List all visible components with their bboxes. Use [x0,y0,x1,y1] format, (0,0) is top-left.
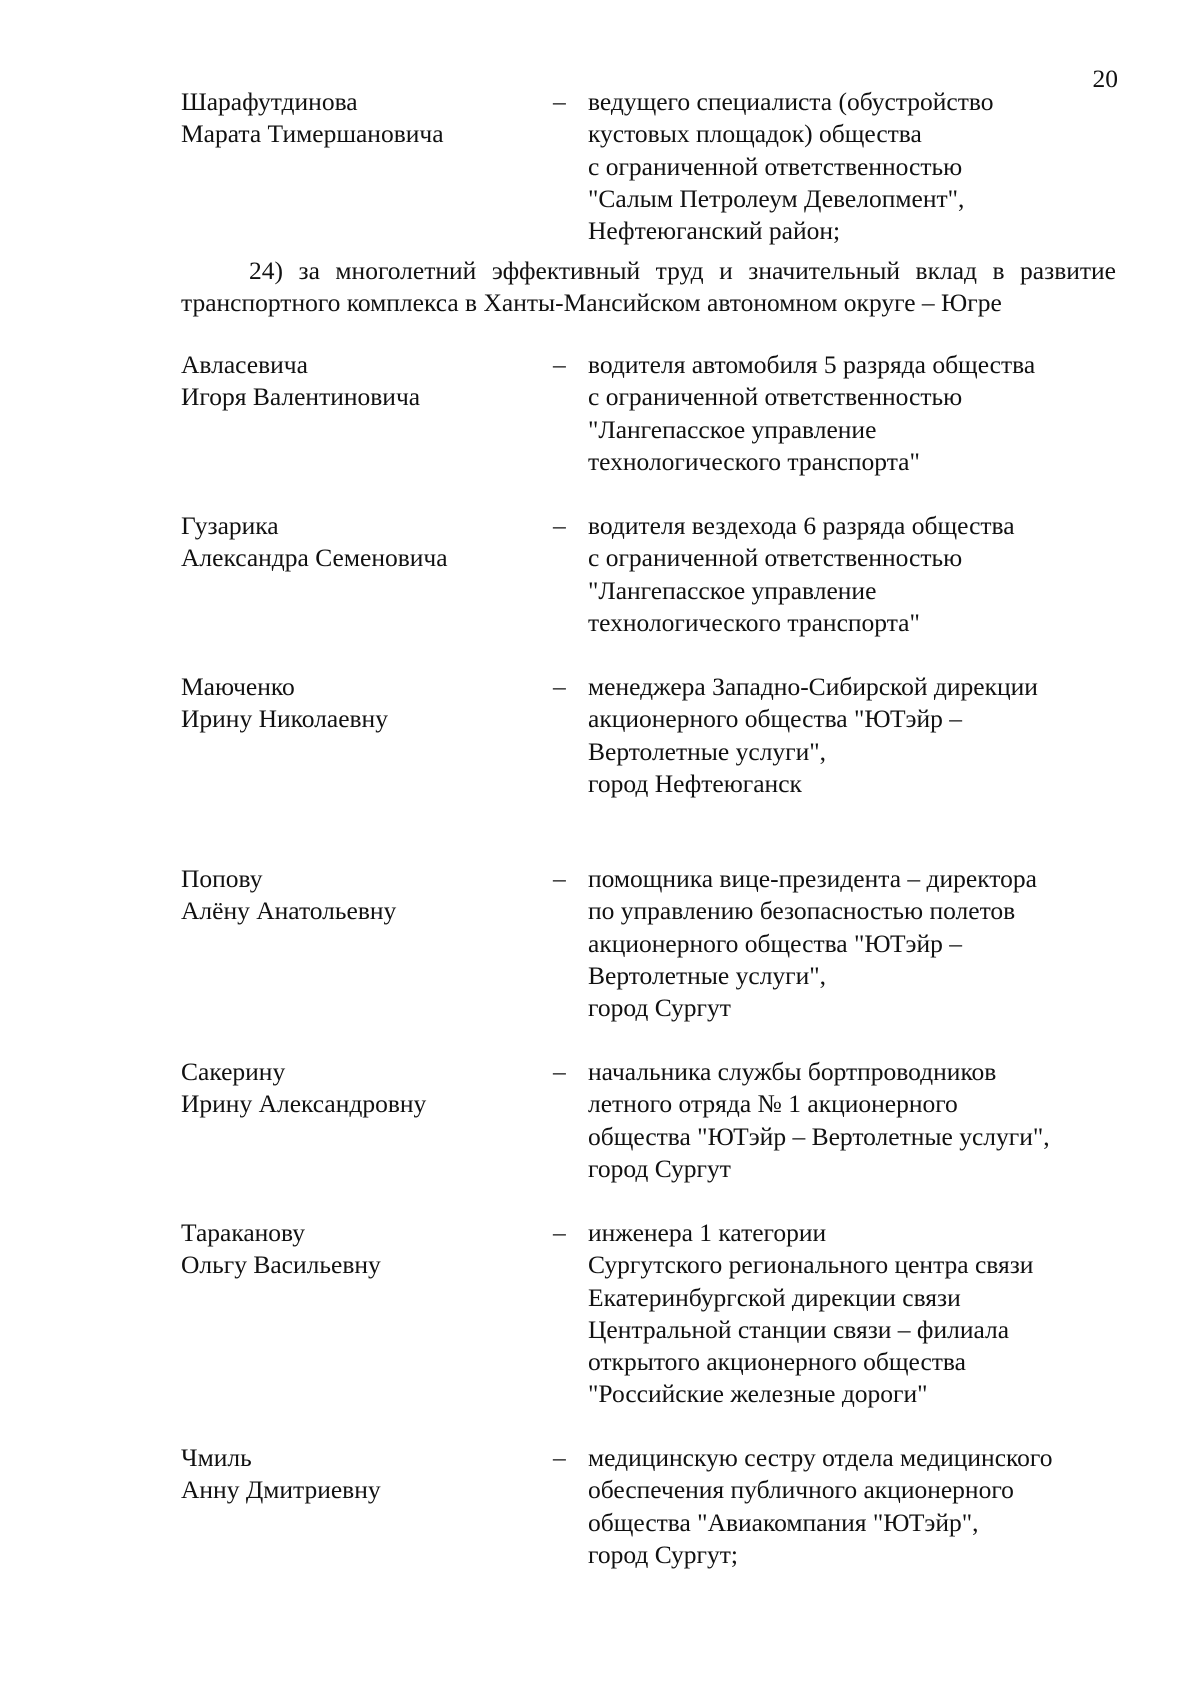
dash-separator: – [553,1218,566,1247]
position-line: с ограниченной ответственностью [588,151,963,181]
person-position [588,349,1128,478]
position-line: технологического транспорта" [588,446,920,476]
surname: Сакерину [181,1057,286,1086]
dash-separator: – [553,350,566,379]
given-names: Анну Дмитриевну [181,1475,381,1505]
person-position [588,1442,1128,1571]
person-name [181,671,541,736]
position-line: "Лангепасское управление [588,575,877,605]
position-line: медицинскую сестру отдела медицинского [588,1443,1053,1472]
position-line: общества "ЮТэйр – Вертолетные услуги", [588,1121,1050,1151]
surname: Шарафутдинова [181,87,358,116]
given-names: Ольгу Васильевну [181,1250,381,1280]
dash-separator: – [553,864,566,893]
surname: Чмиль [181,1443,252,1472]
position-line: акционерного общества "ЮТэйр – [588,704,963,734]
dash-separator: – [553,511,566,540]
position-line: общества "Авиакомпания "ЮТэйр", [588,1507,979,1537]
position-line: Вертолетные услуги", [588,736,827,766]
position-line: менеджера Западно-Сибирской дирекции [588,672,1038,701]
page-number: 20 [1092,64,1118,93]
surname: Гузарика [181,511,279,540]
position-line: обеспечения публичного акционерного [588,1475,1014,1505]
position-line: водителя автомобиля 5 разряда общества [588,350,1036,379]
award-paragraph-24 [181,255,1116,320]
position-line: начальника службы бортпроводников [588,1057,997,1086]
position-line: с ограниченной ответственностью [588,382,963,412]
position-line: Нефтеюганский район; [588,216,841,246]
person-position [588,86,1128,247]
given-names: Ирину Александровну [181,1089,427,1119]
position-line: по управлению безопасностью полетов [588,896,1016,926]
position-line: помощника вице-президента – директора [588,864,1037,893]
person-name [181,1056,541,1121]
paragraph-text: 24) за многолетний эффективный труд и значительный вклад в развитие транспортного комплекса в Ханты-Мансийском автономном округе – Югре [181,256,1116,318]
position-line: кустовых площадок) общества [588,119,922,149]
position-line: город Сургут [588,993,731,1023]
position-line: "Лангепасское управление [588,414,877,444]
position-line: город Нефтеюганск [588,768,802,798]
person-position [588,1056,1128,1185]
dash-separator: – [553,1443,566,1472]
position-line: ведущего специалиста (обустройство [588,87,994,116]
person-name [181,510,541,575]
position-line: акционерного общества "ЮТэйр – [588,928,963,958]
position-line: "Российские железные дороги" [588,1379,928,1409]
award-entry [181,1217,1121,1417]
position-line: "Салым Петролеум Девелопмент", [588,183,965,213]
person-position [588,1217,1128,1411]
person-position [588,863,1128,1024]
award-entry [181,671,1121,871]
dash-separator: – [553,87,566,116]
given-names: Александра Семеновича [181,543,448,573]
person-position [588,671,1128,800]
position-line: Екатеринбургской дирекции связи [588,1282,961,1312]
person-position [588,510,1128,639]
position-line: технологического транспорта" [588,607,920,637]
position-line: город Сургут; [588,1539,738,1569]
person-name [181,349,541,414]
given-names: Алёну Анатольевну [181,896,397,926]
position-line: летного отряда № 1 акционерного [588,1089,958,1119]
person-name [181,1217,541,1282]
award-entry [181,863,1121,1063]
surname: Маюченко [181,672,295,701]
position-line: Сургутского регионального центра связи [588,1250,1034,1280]
surname: Тараканову [181,1218,305,1247]
position-line: Вертолетные услуги", [588,960,827,990]
award-entry [181,1442,1121,1642]
position-line: открытого акционерного общества [588,1347,966,1377]
given-names: Игоря Валентиновича [181,382,421,412]
given-names: Ирину Николаевну [181,704,388,734]
position-line: город Сургут [588,1153,731,1183]
person-name [181,863,541,928]
surname: Авласевича [181,350,308,379]
dash-separator: – [553,672,566,701]
surname: Попову [181,864,263,893]
person-name [181,86,541,151]
position-line: с ограниченной ответственностью [588,543,963,573]
position-line: Центральной станции связи – филиала [588,1314,1010,1344]
position-line: инженера 1 категории [588,1218,827,1247]
position-line: водителя вездехода 6 разряда общества [588,511,1015,540]
person-name [181,1442,541,1507]
dash-separator: – [553,1057,566,1086]
given-names: Марата Тимершановича [181,119,444,149]
